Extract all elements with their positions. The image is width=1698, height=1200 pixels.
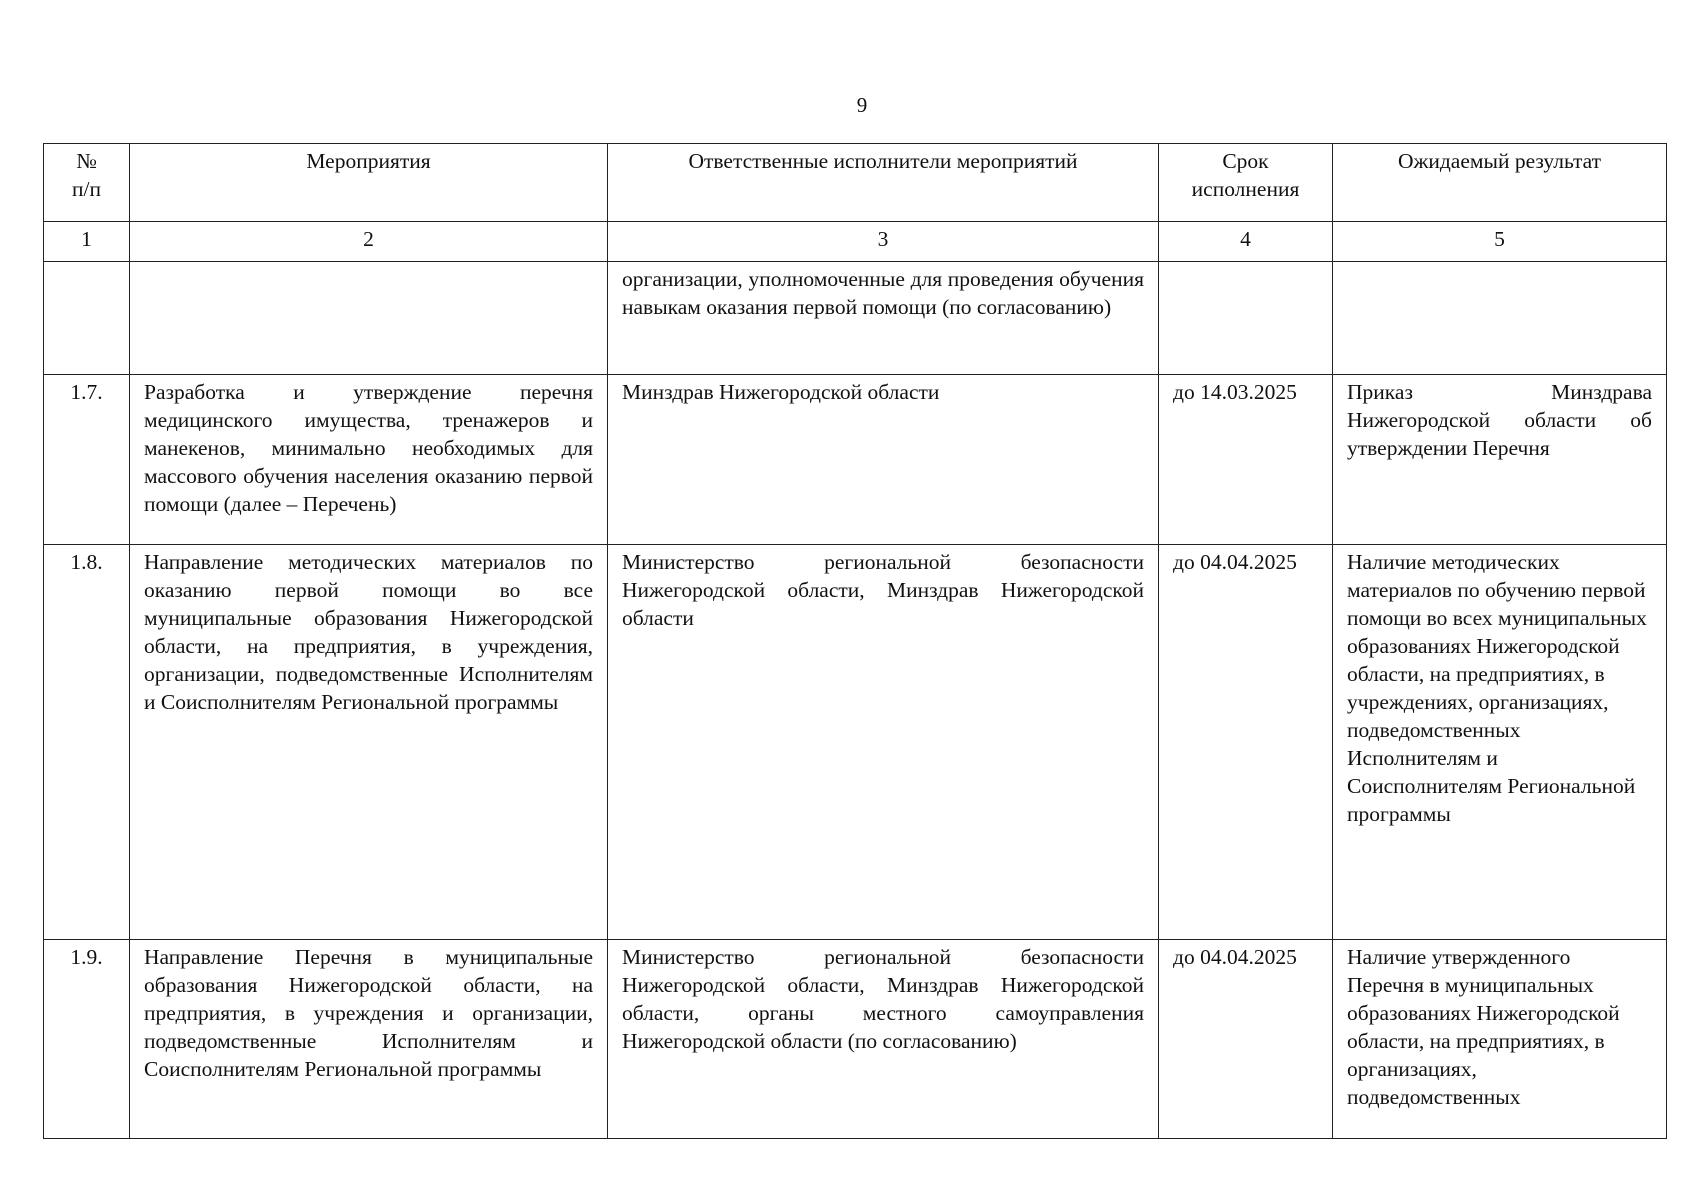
cell-result: Наличие методических материалов по обучению первой помощи во всех муниципальных образованиях Нижегородской области, на предприятиях, в учреждениях, организациях, подведомственных Исполнителям и Соисполнителям Региональной программы	[1333, 545, 1667, 940]
cell-number	[44, 262, 130, 375]
page-number: 9	[856, 93, 868, 117]
column-number: 4	[1159, 222, 1333, 262]
cell-measure: Направление Перечня в муниципальные образования Нижегородской области, на предприятия, в учреждения и организации, подведомственные Исполнителям и Соисполнителям Региональной программы	[130, 940, 608, 1139]
cell-number: 1.8.	[44, 545, 130, 940]
column-number-row	[44, 222, 1667, 262]
cell-executors: Минздрав Нижегородской области	[608, 375, 1159, 545]
activities-table	[43, 143, 1667, 1139]
table-row	[44, 545, 1667, 940]
cell-deadline: до 04.04.2025	[1159, 545, 1333, 940]
cell-result: Наличие утвержденного Перечня в муниципальных образованиях Нижегородской области, на предприятиях, в организациях, подведомственных	[1333, 940, 1667, 1139]
header-deadline: Срок исполнения	[1159, 144, 1333, 222]
cell-executors: Министерство региональной безопасности Нижегородской области, Минздрав Нижегородской области	[608, 545, 1159, 940]
cell-result: Приказ Минздрава Нижегородской области об утверждении Перечня	[1333, 375, 1667, 545]
cell-executors: Министерство региональной безопасности Нижегородской области, Минздрав Нижегородской области, органы местного самоуправления Нижегородской области (по согласованию)	[608, 940, 1159, 1139]
table-header-row	[44, 144, 1667, 222]
cell-measure	[130, 262, 608, 375]
cell-executors: организации, уполномоченные для проведения обучения навыкам оказания первой помощи (по согласованию)	[608, 262, 1159, 375]
cell-deadline: до 14.03.2025	[1159, 375, 1333, 545]
cell-measure: Направление методических материалов по оказанию первой помощи во все муниципальные образования Нижегородской области, на предприятия, в учреждения, организации, подведомственные Исполнителям и Соисполнителям Региональной программы	[130, 545, 608, 940]
header-number: № п/п	[44, 144, 130, 222]
table-row	[44, 940, 1667, 1139]
column-number: 3	[608, 222, 1159, 262]
cell-number: 1.7.	[44, 375, 130, 545]
table-row-continuation	[44, 262, 1667, 375]
cell-deadline	[1159, 262, 1333, 375]
header-result: Ожидаемый результат	[1333, 144, 1667, 222]
cell-number: 1.9.	[44, 940, 130, 1139]
column-number: 5	[1333, 222, 1667, 262]
cell-measure: Разработка и утверждение перечня медицинского имущества, тренажеров и манекенов, минимально необходимых для массового обучения населения оказанию первой помощи (далее – Перечень)	[130, 375, 608, 545]
cell-result	[1333, 262, 1667, 375]
header-executors: Ответственные исполнители мероприятий	[608, 144, 1159, 222]
header-measures: Мероприятия	[130, 144, 608, 222]
cell-deadline: до 04.04.2025	[1159, 940, 1333, 1139]
table-row	[44, 375, 1667, 545]
column-number: 1	[44, 222, 130, 262]
column-number: 2	[130, 222, 608, 262]
